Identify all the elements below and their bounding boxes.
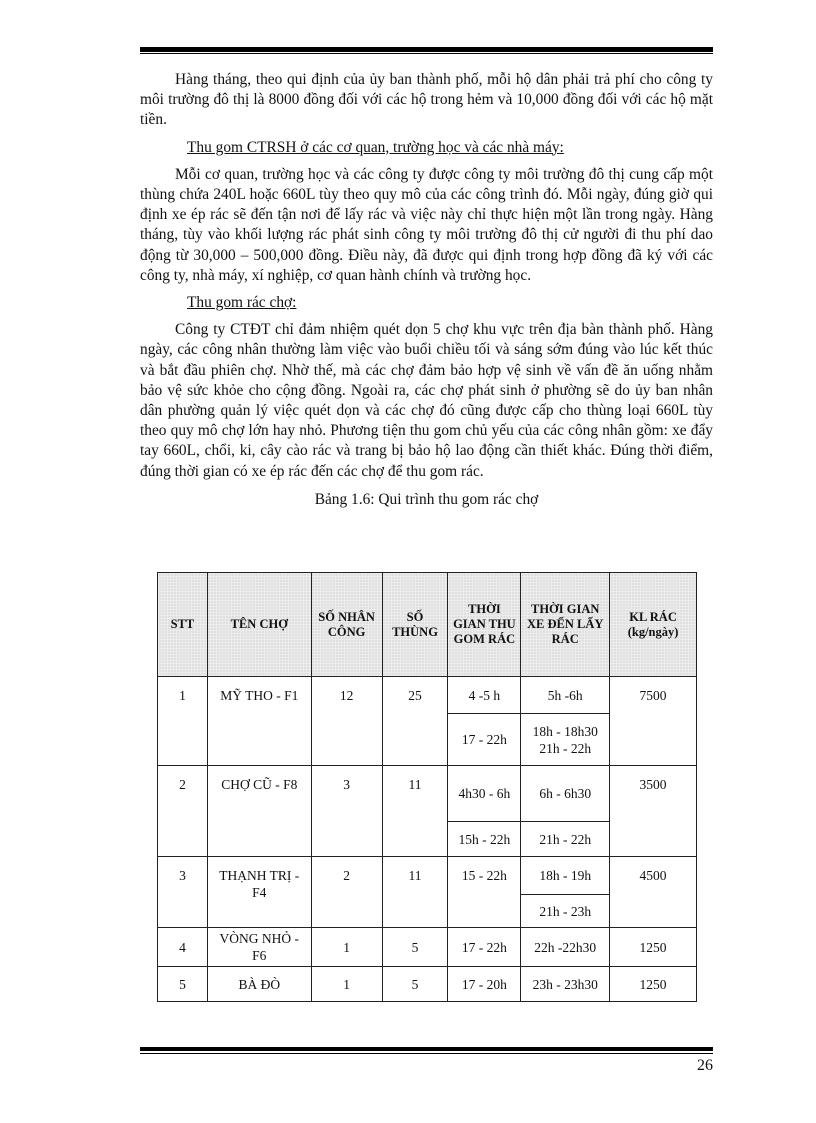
- heading-office-collection: [140, 138, 713, 158]
- paragraph-market-collection: Công ty CTĐT chỉ đảm nhiệm quét dọn 5 chợ khu vực trên địa bàn thành phố. Hàng ngày, các công nhân thường làm việc vào buổi chiều tối và sáng sớm đúng vào lúc kết thúc và bắt đầu phiên chợ. Nhờ thế, mà các chợ đảm bảo hợp vệ sinh về vấn đề ăn uống nhằm bảo vệ sức khỏe cho cộng đồng. Ngoài ra, các chợ phát sinh ở phường sẽ do ủy ban nhân dân phường quản lý việc quét dọn và các chợ đó cũng được cấp cho thùng loại 660L tùy theo quy mô chợ lớn hay nhỏ. Phương tiện thu gom chủ yếu của các công nhân gồm: xe đẩy tay 660L, chổi, ki, cây cào rác và trang bị bảo hộ lao động cần thiết khác. Đúng thời điểm, đúng thời gian có xe ép rác đến các chợ để thu gom rác.: [140, 321, 713, 480]
- cell-kl: 4500: [610, 857, 697, 928]
- cell-stt: 2: [158, 766, 208, 857]
- cell-workers: 1: [311, 967, 382, 1002]
- table-row: [158, 766, 697, 822]
- cell-truck-time: 18h - 19h: [521, 857, 610, 895]
- table-row: [158, 928, 697, 967]
- table-row: [158, 967, 697, 1002]
- cell-kl: 1250: [610, 967, 697, 1002]
- cell-market-name: BÀ ĐÒ: [207, 967, 311, 1002]
- cell-truck-time: 21h - 23h: [521, 895, 610, 928]
- cell-kl: 3500: [610, 766, 697, 857]
- cell-truck-time: 22h -22h30: [521, 928, 610, 967]
- cell-collect-time: 17 - 22h: [448, 928, 521, 967]
- paragraph-office-collection: Mỗi cơ quan, trường học và các công ty được công ty môi trường đô thị cung cấp một thùng chứa 240L hoặc 660L tùy theo quy mô của các công trình đó. Mỗi ngày, đúng giờ qui định xe ép rác sẽ đến tận nơi để lấy rác và việc này chỉ thực hiện một lần trong ngày. Hàng tháng, tùy vào khối lượng rác phát sinh công ty môi trường đô thị cử người đi thu phí dao động từ 30,000 – 500,000 đồng. Điều này, đã được qui định trong hợp đồng đã ký với các công ty, nhà máy, xí nghiệp, cơ quan hành chính và trường học.: [140, 165, 713, 284]
- cell-workers: 3: [311, 766, 382, 857]
- cell-bins: 25: [382, 677, 448, 766]
- cell-bins: 5: [382, 967, 448, 1002]
- market-collection-table: [157, 572, 697, 1002]
- cell-collect-time: 17 - 22h: [448, 714, 521, 766]
- cell-kl: 7500: [610, 677, 697, 766]
- page-number: 26: [697, 1057, 713, 1074]
- cell-truck-time-line: 18h - 18h30: [532, 723, 598, 739]
- cell-truck-time: 23h - 23h30: [521, 967, 610, 1002]
- cell-collect-time: 15 - 22h: [448, 857, 521, 928]
- cell-bins: 11: [382, 857, 448, 928]
- cell-collect-time: 15h - 22h: [448, 822, 521, 857]
- header-stt: STT: [158, 573, 208, 677]
- cell-truck-time-multi: [521, 714, 610, 766]
- cell-stt: 1: [158, 677, 208, 766]
- cell-kl: 1250: [610, 928, 697, 967]
- cell-market-name: VÒNG NHỎ - F6: [207, 928, 311, 967]
- cell-collect-time: 4 -5 h: [448, 677, 521, 714]
- cell-stt: 5: [158, 967, 208, 1002]
- cell-bins: 5: [382, 928, 448, 967]
- header-ten-cho: TÊN CHỢ: [207, 573, 311, 677]
- heading-market-collection: [140, 293, 713, 313]
- cell-truck-time: 21h - 22h: [521, 822, 610, 857]
- heading-office-collection-text: Thu gom CTRSH ở các cơ quan, trường học và các nhà máy:: [187, 138, 564, 156]
- cell-stt: 3: [158, 857, 208, 928]
- cell-market-name: THẠNH TRỊ - F4: [207, 857, 311, 928]
- header-so-nhan-cong: SỐ NHÂN CÔNG: [311, 573, 382, 677]
- table-caption: Bảng 1.6: Qui trình thu gom rác chợ: [314, 490, 539, 508]
- header-thoi-gian-thu-gom: THỜI GIAN THU GOM RÁC: [448, 573, 521, 677]
- cell-workers: 2: [311, 857, 382, 928]
- table-row: [158, 857, 697, 895]
- cell-workers: 1: [311, 928, 382, 967]
- table-header-row: [158, 573, 697, 677]
- cell-market-name: MỸ THO - F1: [207, 677, 311, 766]
- cell-truck-time: 5h -6h: [521, 677, 610, 714]
- cell-truck-time-line: 21h - 22h: [539, 740, 592, 756]
- document-body: [140, 70, 713, 520]
- cell-collect-time: 4h30 - 6h: [448, 766, 521, 822]
- header-thoi-gian-xe-den: THỜI GIAN XE ĐẾN LẤY RÁC: [521, 573, 610, 677]
- table-row: [158, 677, 697, 714]
- paragraph-household-fee: Hàng tháng, theo qui định của ủy ban thành phố, mỗi hộ dân phải trả phí cho công ty môi trường đô thị là 8000 đồng đối với các hộ trong hẻm và 10,000 đồng đối với các hộ mặt tiền.: [140, 71, 713, 129]
- header-rule: [140, 47, 713, 54]
- cell-market-name: CHỢ CŨ - F8: [207, 766, 311, 857]
- cell-workers: 12: [311, 677, 382, 766]
- header-so-thung: SỐ THÙNG: [382, 573, 448, 677]
- header-kl-rac: KL RÁC (kg/ngày): [610, 573, 697, 677]
- cell-bins: 11: [382, 766, 448, 857]
- cell-truck-time: 6h - 6h30: [521, 766, 610, 822]
- cell-collect-time: 17 - 20h: [448, 967, 521, 1002]
- heading-market-collection-text: Thu gom rác chợ:: [187, 294, 297, 312]
- footer-rule: [140, 1047, 713, 1054]
- cell-stt: 4: [158, 928, 208, 967]
